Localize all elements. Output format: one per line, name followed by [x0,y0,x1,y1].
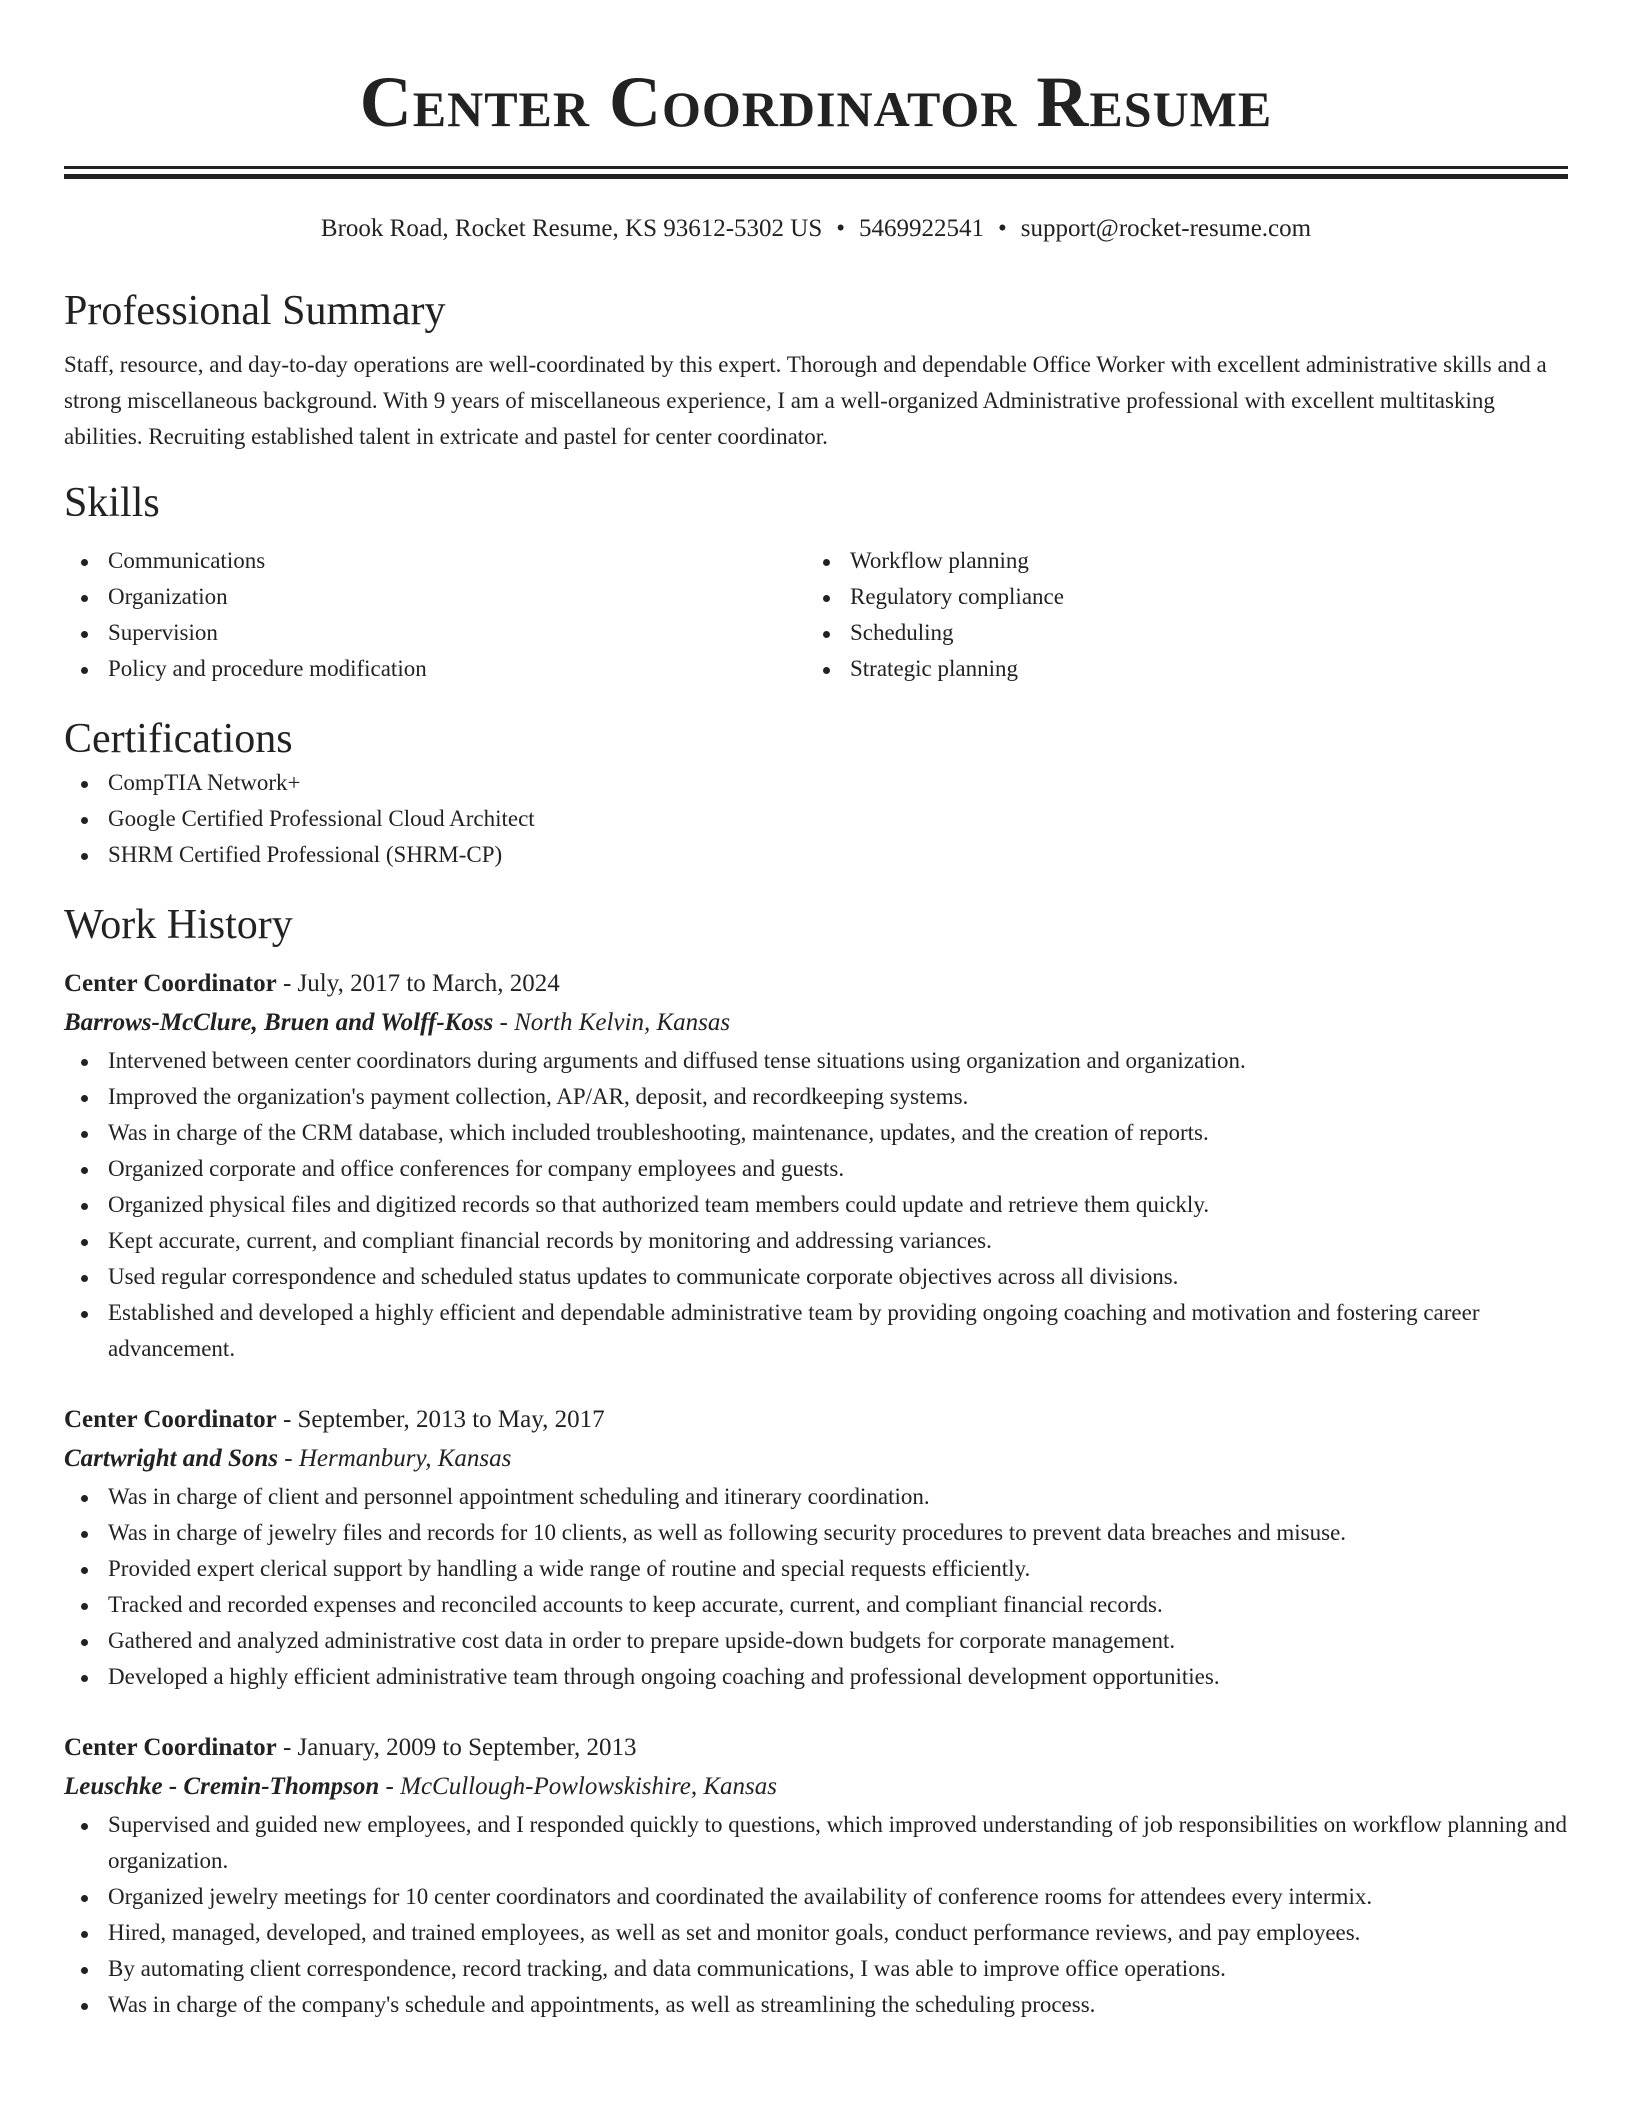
job-bullet-list [64,1807,1568,2023]
job-company-line [64,1439,1568,1479]
job-dash: - [276,1734,298,1761]
skills-columns [64,543,1568,687]
job-bullet: Was in charge of the CRM database, which included troubleshooting, maintenance, updates, and the creation of reports. [64,1115,1568,1151]
job-title-line [64,1729,1568,1767]
job-entry [64,1401,1568,1695]
summary-section [64,285,1568,455]
job-dash: - [276,970,298,997]
job-company: Leuschke - Cremin-Thompson [64,1773,380,1800]
job-dates: January, 2009 to September, 2013 [297,1734,637,1761]
job-bullet: Was in charge of the company's schedule and appointments, as well as streamlining the scheduling process. [64,1987,1568,2023]
contact-phone: 5469922541 [859,215,985,242]
job-bullet: Organized physical files and digitized records so that authorized team members could update and retrieve them quickly. [64,1187,1568,1223]
job-entry [64,965,1568,1367]
skills-list-left [64,543,806,687]
skill-item: Communications [64,543,806,579]
work-history-section [64,899,1568,2023]
job-bullet: Used regular correspondence and scheduled status updates to communicate corporate objectives across all divisions. [64,1259,1568,1295]
job-bullet: Improved the organization's payment collection, AP/AR, deposit, and recordkeeping systems. [64,1079,1568,1115]
skill-item: Supervision [64,615,806,651]
work-history-heading: Work History [64,902,293,948]
job-dash: - [379,1773,401,1800]
job-bullet: Gathered and analyzed administrative cost data in order to prepare upside-down budgets for corporate management. [64,1623,1568,1659]
job-title: Center Coordinator [64,1734,277,1761]
certifications-list [64,765,1568,873]
summary-text: Staff, resource, and day-to-day operations are well-coordinated by this expert. Thorough and dependable Office Worker with excellent administrative skills and a strong miscellaneous background. With 9 years of miscellaneous experience, I am a well-organized Administrative professional with excellent multitasking abilities. Recruiting established talent in extricate and pastel for center coordinator. [64,352,1547,449]
job-dash: - [278,1445,299,1472]
skills-section [64,477,1568,687]
skill-item: Strategic planning [806,651,1548,687]
job-dates: July, 2017 to March, 2024 [297,970,560,997]
job-bullet: Was in charge of client and personnel appointment scheduling and itinerary coordination. [64,1479,1568,1515]
job-dates: September, 2013 to May, 2017 [297,1406,605,1433]
skill-item: Scheduling [806,615,1548,651]
job-title-line [64,1401,1568,1439]
job-company-line [64,1767,1568,1807]
resume-title: Center Coordinator Resume [359,62,1273,142]
skill-item: Organization [64,579,806,615]
job-company: Barrows-McClure, Bruen and Wolff-Koss [64,1009,494,1036]
certification-item: CompTIA Network+ [64,765,1568,801]
contact-email: support@rocket-resume.com [1020,215,1312,242]
job-company: Cartwright and Sons [64,1445,278,1472]
title-divider-bottom [64,174,1568,179]
certifications-heading: Certifications [64,716,293,762]
summary-heading: Professional Summary [64,288,446,334]
resume-page [64,0,1568,2023]
skills-heading: Skills [64,480,160,526]
job-bullet-list [64,1479,1568,1695]
job-bullet: By automating client correspondence, record tracking, and data communications, I was able to improve office operations. [64,1951,1568,1987]
contact-line [64,213,1568,245]
job-bullet: Developed a highly efficient administrative team through ongoing coaching and professional development opportunities. [64,1659,1568,1695]
skill-item: Workflow planning [806,543,1548,579]
job-entry [64,1729,1568,2023]
job-bullet-list [64,1043,1568,1367]
job-bullet: Hired, managed, developed, and trained employees, as well as set and monitor goals, conduct performance reviews, and pay employees. [64,1915,1568,1951]
job-title: Center Coordinator [64,970,277,997]
job-dash: - [493,1009,515,1036]
contact-separator: • [998,215,1007,242]
job-company-line [64,1003,1568,1043]
skills-list-right [806,543,1548,687]
job-location: McCullough-Powlowskishire, Kansas [400,1773,777,1800]
skill-item: Policy and procedure modification [64,651,806,687]
certification-item: SHRM Certified Professional (SHRM-CP) [64,837,1568,873]
job-bullet: Supervised and guided new employees, and I responded quickly to questions, which improved understanding of job responsibilities on workflow planning and organization. [64,1807,1568,1879]
contact-address: Brook Road, Rocket Resume, KS 93612-5302 US [320,215,823,242]
job-bullet: Organized jewelry meetings for 10 center coordinators and coordinated the availability of conference rooms for attendees every intermix. [64,1879,1568,1915]
certifications-section [64,713,1568,873]
contact-separator: • [836,215,846,242]
job-dash: - [276,1406,298,1433]
job-location: Hermanbury, Kansas [298,1445,512,1472]
title-divider-top [64,166,1568,169]
job-bullet: Tracked and recorded expenses and reconciled accounts to keep accurate, current, and compliant financial records. [64,1587,1568,1623]
job-bullet: Intervened between center coordinators during arguments and diffused tense situations using organization and organization. [64,1043,1568,1079]
job-title: Center Coordinator [64,1406,277,1433]
job-bullet: Provided expert clerical support by handling a wide range of routine and special requests efficiently. [64,1551,1568,1587]
certification-item: Google Certified Professional Cloud Architect [64,801,1568,837]
job-bullet: Was in charge of jewelry files and records for 10 clients, as well as following security procedures to prevent data breaches and misuse. [64,1515,1568,1551]
job-bullet: Kept accurate, current, and compliant financial records by monitoring and addressing variances. [64,1223,1568,1259]
job-location: North Kelvin, Kansas [514,1009,731,1036]
job-bullet: Established and developed a highly efficient and dependable administrative team by providing ongoing coaching and motivation and fostering career advancement. [64,1295,1568,1367]
job-title-line [64,965,1568,1003]
skill-item: Regulatory compliance [806,579,1548,615]
job-bullet: Organized corporate and office conferences for company employees and guests. [64,1151,1568,1187]
